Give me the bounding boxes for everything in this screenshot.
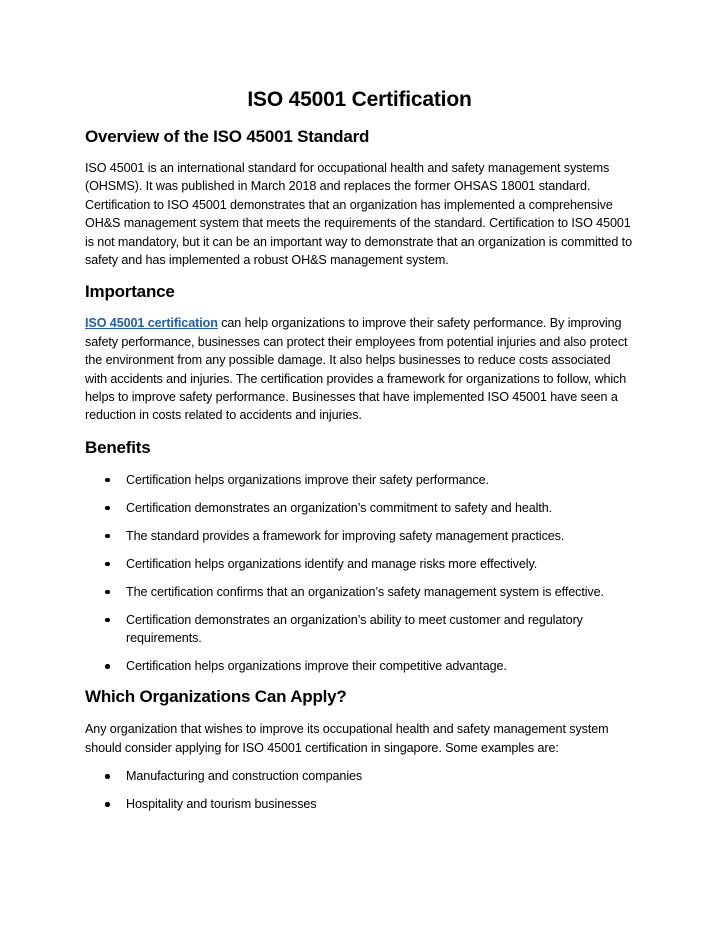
list-item (85, 499, 634, 517)
importance-paragraph-text: can help organizations to improve their safety performance. By improving safety performance, businesses can protect their employees from potential injuries and also protect the environment from any possible damage. It also helps businesses to reduce costs associated with accidents and injuries. The certification provides a framework for organizations to follow, which helps to improve safety performance. Businesses that have implemented ISO 45001 have seen a reduction in costs related to accidents and injuries. (85, 316, 628, 423)
iso-45001-certification-link[interactable]: ISO 45001 certification (85, 316, 218, 331)
bullet-icon (105, 534, 110, 539)
benefit-text: The standard provides a framework for improving safety management practices. (126, 528, 565, 543)
examples-list (85, 767, 634, 813)
example-text: Manufacturing and construction companies (126, 769, 363, 784)
overview-heading: Overview of the ISO 45001 Standard (85, 127, 370, 146)
bullet-icon (105, 506, 110, 511)
bullet-icon (105, 774, 110, 779)
benefits-heading: Benefits (85, 437, 151, 457)
list-item (85, 611, 634, 648)
document-title: ISO 45001 Certification (247, 88, 472, 111)
bullet-icon (105, 590, 110, 595)
list-item (85, 471, 634, 489)
benefit-text: Certification helps organizations improve their competitive advantage. (126, 659, 507, 674)
benefit-text: Certification demonstrates an organization’s commitment to safety and health. (126, 500, 553, 515)
bullet-icon (105, 664, 110, 669)
bullet-icon (105, 618, 110, 623)
importance-paragraph (85, 314, 634, 424)
importance-heading: Importance (85, 282, 175, 302)
benefits-list (85, 471, 634, 676)
bullet-icon (105, 562, 110, 567)
list-item (85, 555, 634, 573)
bullet-icon (105, 802, 110, 807)
bullet-icon (105, 478, 110, 483)
list-item (85, 767, 634, 785)
list-item (85, 527, 634, 545)
which-organizations-heading: Which Organizations Can Apply? (85, 687, 347, 707)
benefit-text: Certification helps organizations identify and manage risks more effectively. (126, 556, 538, 571)
benefit-text: The certification confirms that an organization’s safety management system is effective. (126, 584, 604, 599)
benefit-text: Certification demonstrates an organization’s ability to meet customer and regulatory requirements. (126, 612, 583, 646)
benefit-text: Certification helps organizations improve their safety performance. (126, 472, 489, 487)
list-item (85, 657, 634, 675)
example-text: Hospitality and tourism businesses (126, 797, 317, 812)
list-item (85, 795, 634, 813)
list-item (85, 583, 634, 601)
which-organizations-paragraph: Any organization that wishes to improve its occupational health and safety management system should consider applying for ISO 45001 certification in singapore. Some examples are: (85, 722, 609, 755)
overview-paragraph: ISO 45001 is an international standard for occupational health and safety management systems (OHSMS). It was published in March 2018 and replaces the former OHSAS 18001 standard. Certification to ISO 45001 demonstrates that an organization has implemented a comprehensive OH&S management system that meets the requirements of the standard. Certification to ISO 45001 is not mandatory, but it can be an important way to demonstrate that an organization is committed to safety and has implemented a robust OH&S management system. (85, 161, 632, 268)
